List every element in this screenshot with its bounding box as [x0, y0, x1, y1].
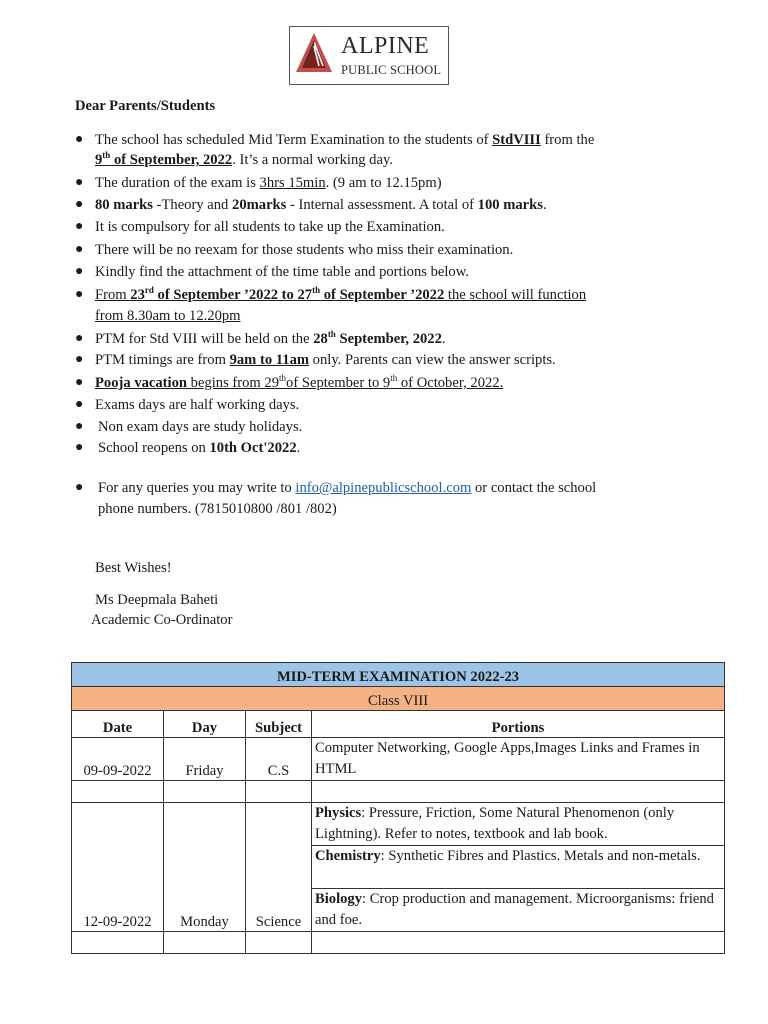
signatory-role: Academic Co-Ordinator — [91, 612, 233, 628]
table-class: Class VIII — [72, 687, 725, 711]
exam-timetable — [71, 662, 725, 954]
column-header: Portions — [312, 711, 725, 738]
subject-cell: C.S — [246, 738, 312, 781]
table-row — [72, 738, 725, 781]
school-logo — [289, 26, 449, 85]
date-cell: 09-09-2022 — [72, 738, 164, 781]
portion-cell: Computer Networking, Google Apps,Images Links and Frames in HTML — [312, 738, 725, 781]
logo-subtitle: PUBLIC SCHOOL — [341, 63, 442, 78]
signatory-name: Ms Deepmala Baheti — [95, 592, 219, 608]
day-cell: Monday — [164, 803, 246, 932]
day-cell: Friday — [164, 738, 246, 781]
greeting: Dear Parents/Students — [75, 98, 216, 114]
table-title-row — [72, 663, 725, 687]
portion-physics: Physics: Pressure, Friction, Some Natural Phenomenon (only Lightning). Refer to notes, textbook and lab book. — [312, 803, 725, 846]
date-cell: 12-09-2022 — [72, 803, 164, 932]
table-header-row — [72, 711, 725, 738]
column-header: Subject — [246, 711, 312, 738]
list-item-continued: from 8.30am to 12.20pm — [95, 308, 241, 324]
column-header: Day — [164, 711, 246, 738]
portion-biology: Biology: Crop production and management. Microorganisms: friend and foe. — [312, 889, 725, 932]
portion-chemistry: Chemistry: Synthetic Fibres and Plastics. Metals and non-metals. — [312, 846, 725, 889]
list-item-continued: phone numbers. (7815010800 /801 /802) — [98, 501, 337, 517]
list-item-continued: 9th of September, 2022. It’s a normal working day. — [95, 150, 393, 168]
column-header: Date — [72, 711, 164, 738]
table-row-empty — [72, 781, 725, 803]
table-class-row — [72, 687, 725, 711]
table-row-empty — [72, 932, 725, 954]
email-link[interactable]: info@alpinepublicschool.com — [295, 480, 472, 496]
logo-title: ALPINE — [341, 33, 430, 60]
closing-wishes: Best Wishes! — [95, 560, 172, 576]
mountain-logo-icon — [293, 30, 335, 82]
subject-cell: Science — [246, 803, 312, 932]
table-title: MID-TERM EXAMINATION 2022-23 — [72, 663, 725, 687]
table-row — [72, 803, 725, 846]
